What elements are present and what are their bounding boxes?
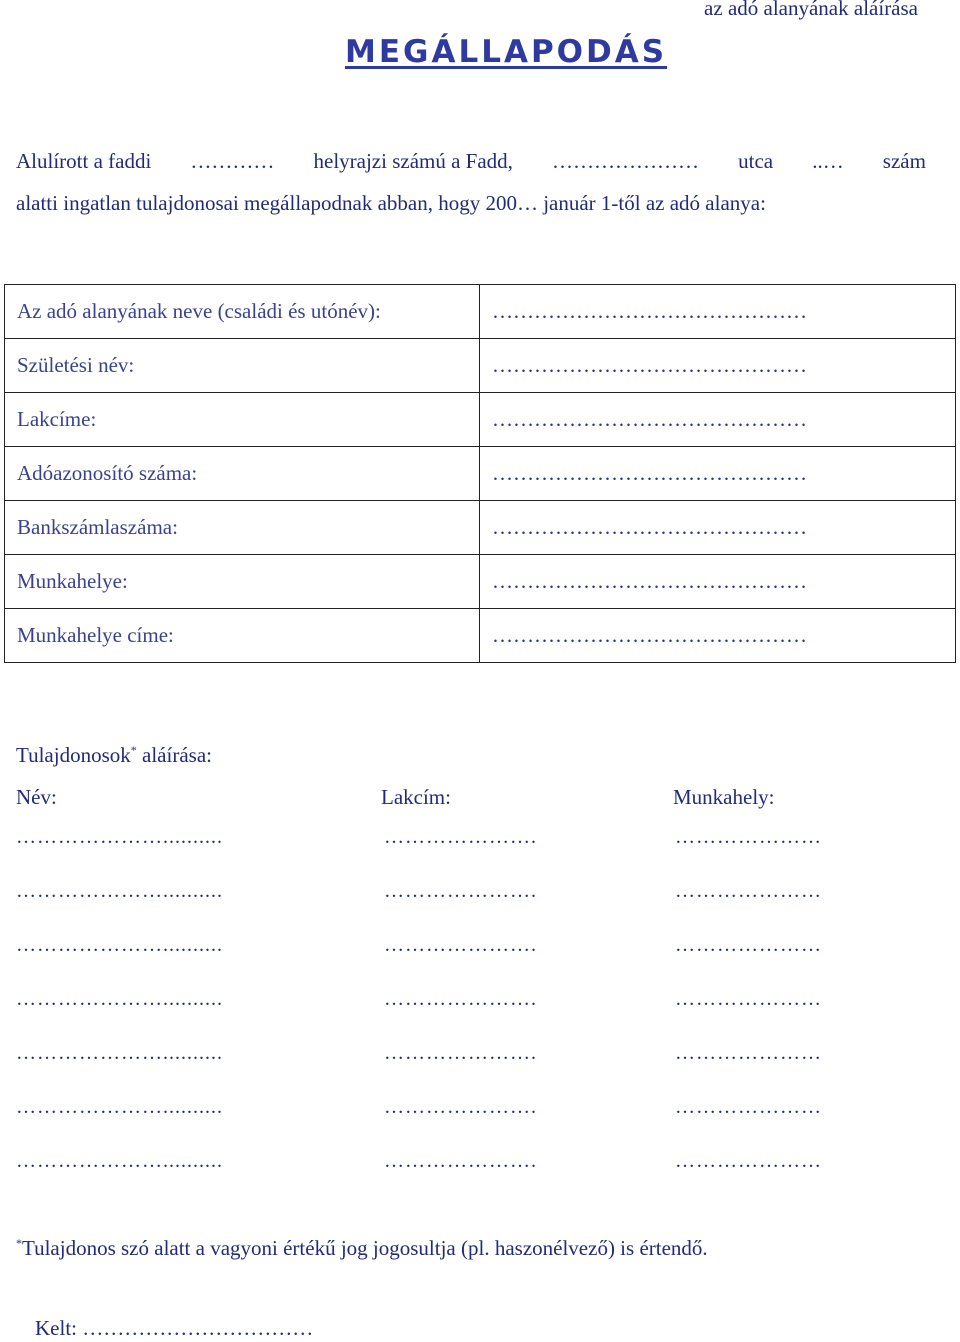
field-label: Az adó alanyának neve (családi és utónév):: [5, 285, 480, 339]
signature-caption: az adó alanyának aláírása: [704, 0, 918, 20]
intro-text: helyrajzi számú a Fadd,: [313, 149, 513, 173]
intro-text: szám: [882, 149, 926, 173]
field-label: Lakcíme:: [5, 393, 480, 447]
owner-workplace-blank: …………………: [675, 1150, 822, 1172]
table-row: [5, 393, 956, 447]
date-line: Kelt: ……………………………: [35, 1316, 314, 1340]
footnote-mark: *: [16, 1236, 22, 1250]
owner-workplace-blank: …………………: [675, 934, 822, 956]
owner-address-blank: ………………….: [384, 988, 537, 1010]
owner-workplace-blank: …………………: [675, 1096, 822, 1118]
intro-text: utca: [738, 149, 774, 173]
owners-heading-text: Tulajdonosok: [16, 743, 131, 767]
footnote-text: Tulajdonos szó alatt a vagyoni értékű jog jogosultja (pl. haszonélvező) is értendő.: [22, 1236, 708, 1260]
owner-workplace-blank: …………………: [675, 1042, 822, 1064]
table-row: [5, 555, 956, 609]
column-header-workplace: Munkahely:: [673, 785, 775, 809]
taxpayer-info-table: [4, 284, 956, 663]
owner-name-blank: …………………..........: [16, 826, 223, 848]
field-label: Munkahelye címe:: [5, 609, 480, 663]
intro-blank-number: ..…: [812, 149, 844, 173]
owner-address-blank: ………………….: [384, 1042, 537, 1064]
table-row: [5, 285, 956, 339]
field-value: ………………………………………: [480, 339, 956, 393]
owner-name-blank: …………………..........: [16, 1096, 223, 1118]
owner-address-blank: ………………….: [384, 1150, 537, 1172]
document-title: MEGÁLLAPODÁS: [345, 34, 668, 70]
owner-name-blank: …………………..........: [16, 934, 223, 956]
owner-name-blank: …………………..........: [16, 988, 223, 1010]
field-label: Munkahelye:: [5, 555, 480, 609]
owners-heading-rest: aláírása:: [142, 743, 212, 767]
field-label: Adóazonosító száma:: [5, 447, 480, 501]
field-value: ………………………………………: [480, 555, 956, 609]
intro-line-1: [16, 149, 926, 174]
owner-workplace-blank: …………………: [675, 826, 822, 848]
column-header-address: Lakcím:: [381, 785, 451, 809]
field-value: ………………………………………: [480, 501, 956, 555]
owner-workplace-blank: …………………: [675, 880, 822, 902]
table-row: [5, 447, 956, 501]
owners-heading: [16, 743, 212, 768]
field-label: Bankszámlaszáma:: [5, 501, 480, 555]
intro-blank-hrsz: …………: [190, 149, 275, 173]
table-row: [5, 501, 956, 555]
field-label: Születési név:: [5, 339, 480, 393]
table-row: [5, 339, 956, 393]
owner-name-blank: …………………..........: [16, 1150, 223, 1172]
field-value: ………………………………………: [480, 609, 956, 663]
owner-address-blank: ………………….: [384, 1096, 537, 1118]
intro-line-2: alatti ingatlan tulajdonosai megállapodnak abban, hogy 200… január 1-től az adó alanya:: [16, 191, 766, 215]
column-header-name: Név:: [16, 785, 57, 809]
owner-name-blank: …………………..........: [16, 1042, 223, 1064]
field-value: ………………………………………: [480, 447, 956, 501]
footnote: [16, 1236, 708, 1261]
footnote-mark: *: [130, 743, 137, 757]
owner-address-blank: ………………….: [384, 826, 537, 848]
owner-address-blank: ………………….: [384, 934, 537, 956]
intro-text: Alulírott a faddi: [16, 149, 152, 173]
field-value: ………………………………………: [480, 393, 956, 447]
table-row: [5, 609, 956, 663]
owner-name-blank: …………………..........: [16, 880, 223, 902]
field-value: ………………………………………: [480, 285, 956, 339]
owner-address-blank: ………………….: [384, 880, 537, 902]
owner-workplace-blank: …………………: [675, 988, 822, 1010]
intro-blank-street: …………………: [552, 149, 700, 173]
